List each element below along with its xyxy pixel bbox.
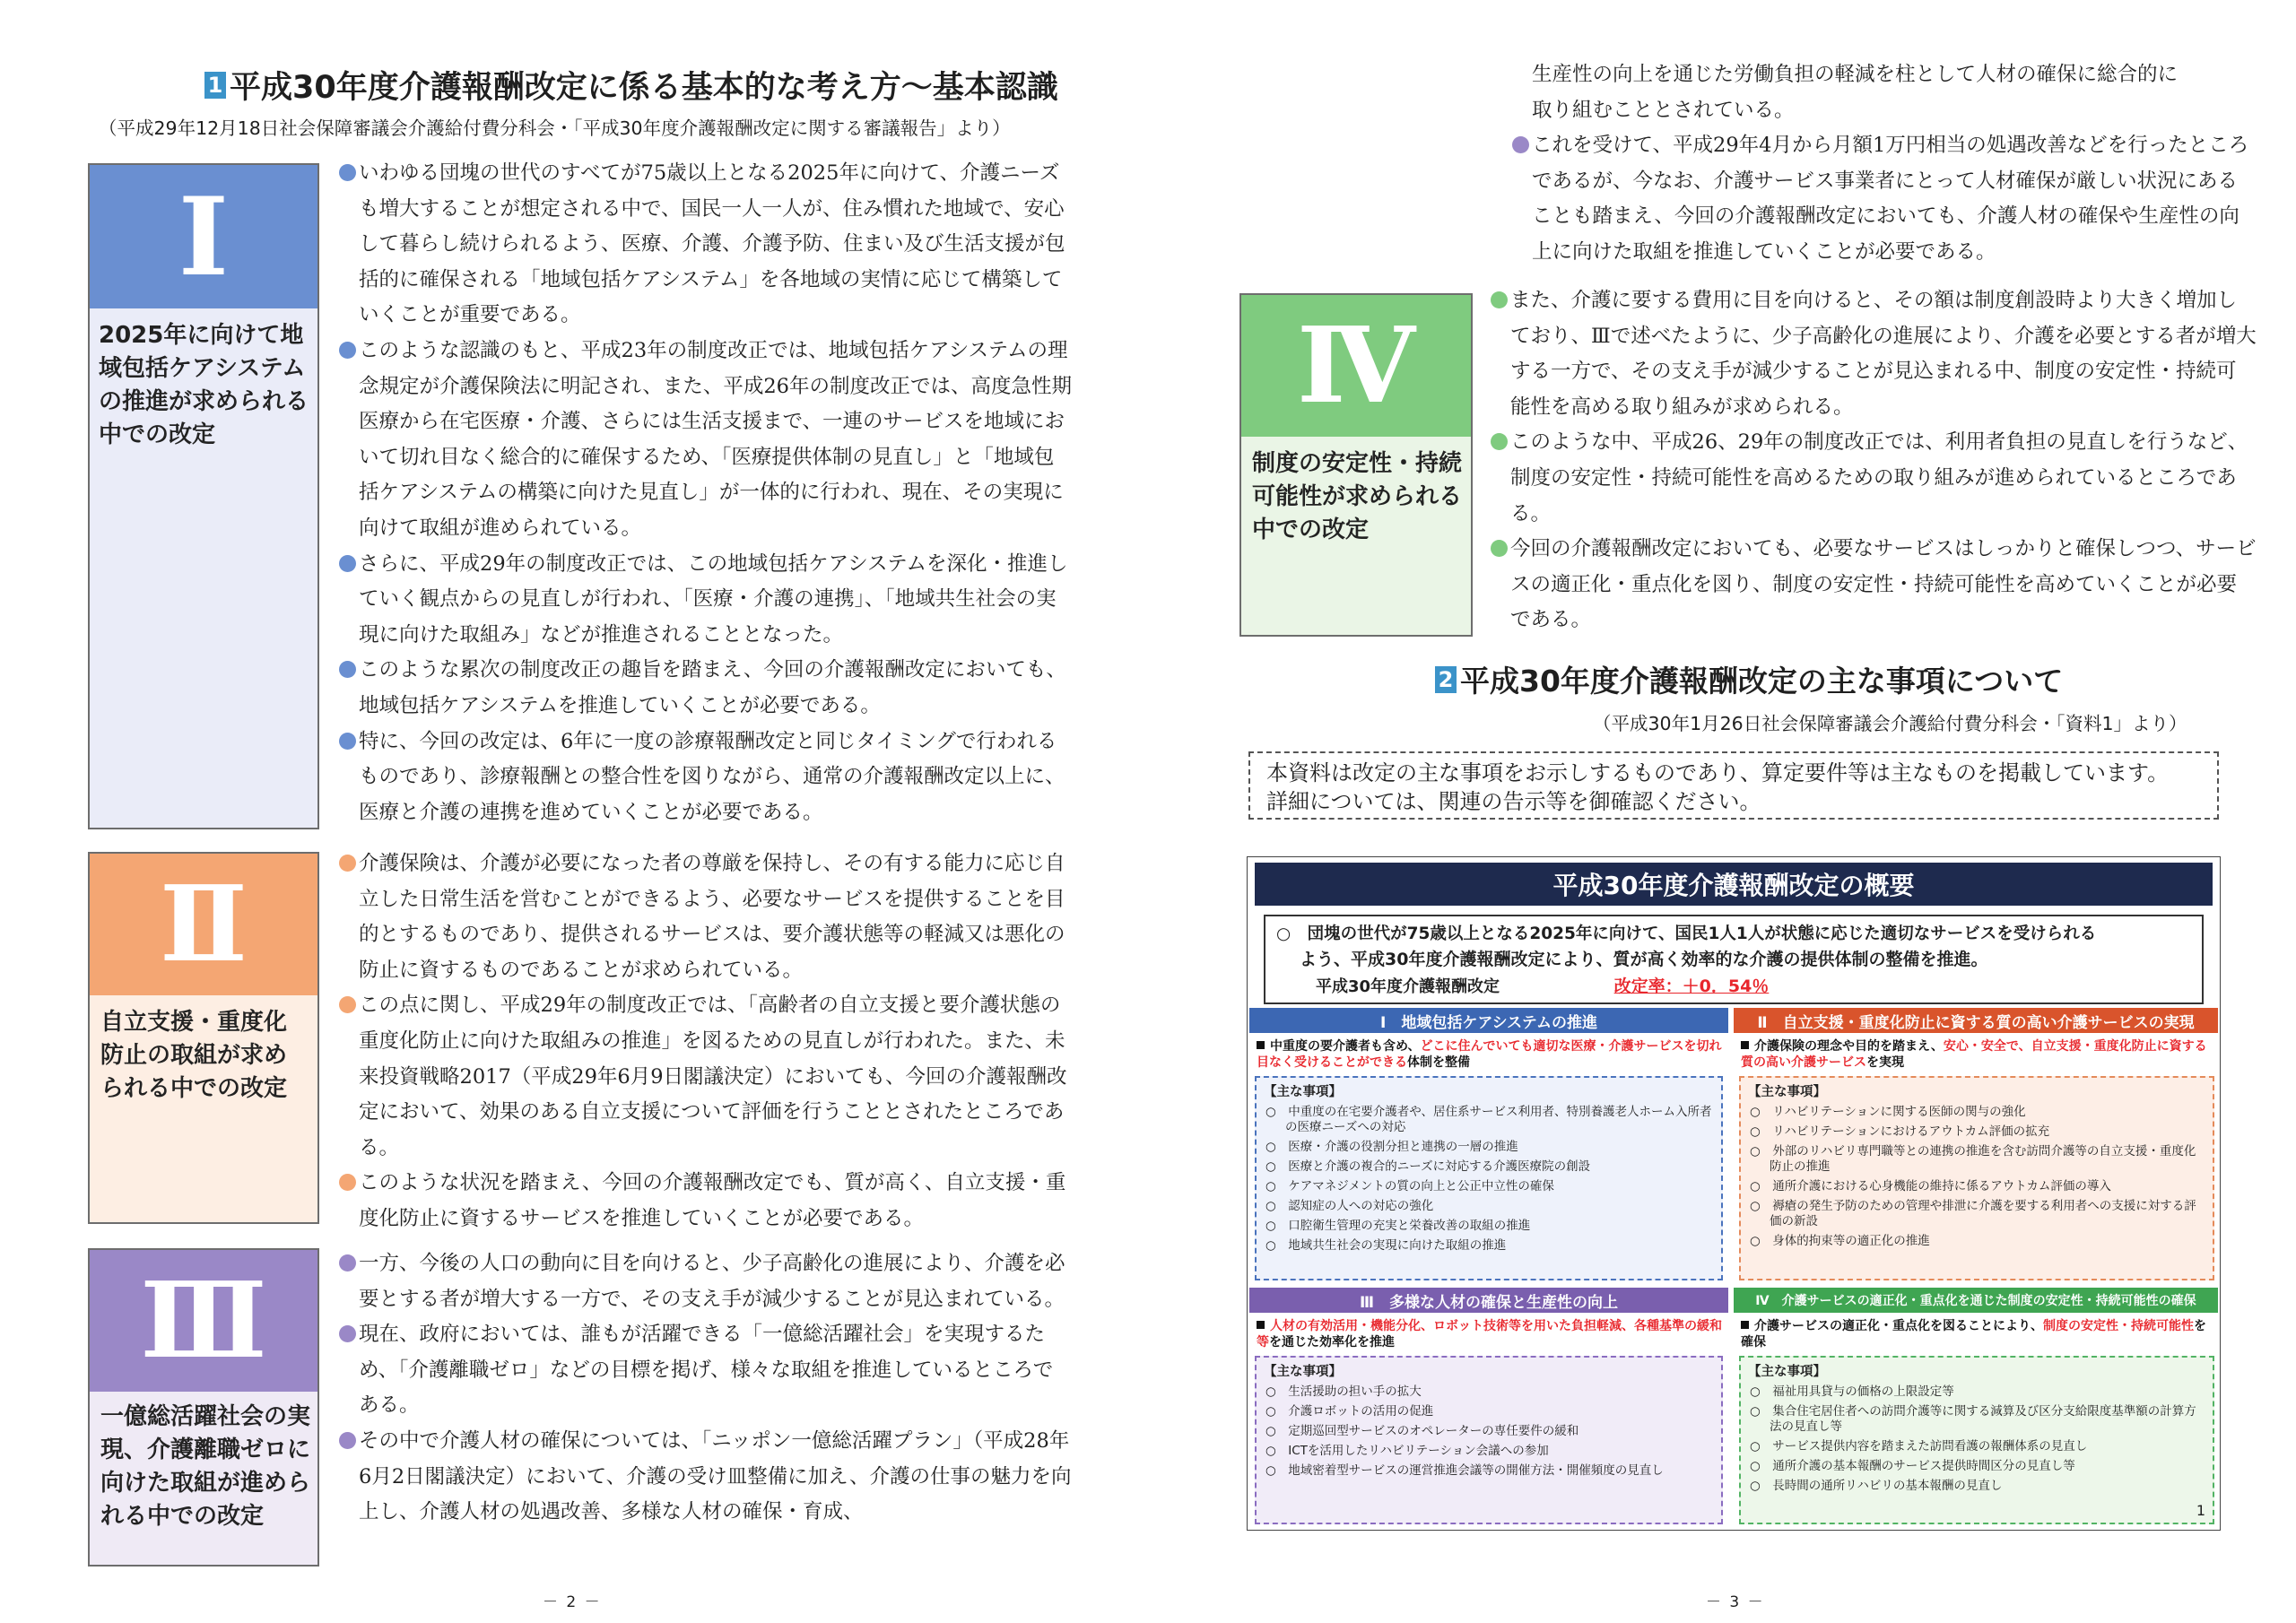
section2-badge: 2 xyxy=(1435,666,1457,693)
paragraph xyxy=(339,725,1073,831)
bullet-dot-icon xyxy=(339,1254,356,1271)
items-label: 【主な事項】 xyxy=(1748,1365,1826,1379)
quadrant-1-summary xyxy=(1257,1038,1723,1071)
paragraph-text: さらに、平成29年の制度改正では、この地域包括ケアシステムを深化・推進していく観点からの見直しが行われ、「医療・介護の連携」、「地域共生社会の実現に向けた取組み」などが推進されることとなった。 xyxy=(359,551,1068,647)
list-item: ○ ICTを活用したリハビリテーション会議への参加 xyxy=(1265,1444,1549,1458)
paragraph xyxy=(1512,128,2257,270)
square-bullet-icon xyxy=(1741,1321,1749,1329)
rate-label: 平成30年度介護報酬改定 xyxy=(1316,977,1500,996)
paragraph-text: 特に、今回の改定は、6年に一度の診療報酬改定と同じタイミングで行われるものであり、診療報酬との整合性を図りながら、通常の介護報酬改定以上に、医療と介護の連携を進めていくことが必要である。 xyxy=(359,729,1065,824)
list-item: ○ 中重度の在宅要介護者や、居住系サービス利用者、特別養護老人ホーム入所者の医療ニーズへの対応 xyxy=(1265,1105,1712,1134)
list-item: ○ 地域共生社会の実現に向けた取組の推進 xyxy=(1265,1238,1507,1253)
bullet-dot-icon xyxy=(339,342,356,359)
caption-4: 制度の安定性・持続可能性が求められる中での改定 xyxy=(1252,450,1463,543)
text-block-2 xyxy=(339,846,1073,1237)
paragraph-text: このような中、平成26、29年の制度改正では、利用者負担の見直しを行うなど、制度の安定性・持続可能性を高めるための取り組みが進められているところである。 xyxy=(1510,430,2248,525)
quadrant-3-header: Ⅲ 多様な人材の確保と生産性の向上 xyxy=(1249,1288,1728,1313)
paragraph xyxy=(339,1317,1073,1424)
bullet-dot-icon xyxy=(339,661,356,678)
section2-title-text: 平成30年度介護報酬改定の主な事項について xyxy=(1460,664,2064,699)
list-item: ○ 集合住宅居住者への訪問介護等に関する減算及び区分支給限度基準額の計算方法の見直し等 xyxy=(1750,1404,2196,1434)
list-item: ○ 認知症の人への対応の強化 xyxy=(1265,1199,1434,1213)
rate-value: 改定率：＋0．54％ xyxy=(1613,976,1770,996)
caption-1: 2025年に向けて地域包括ケアシステムの推進が求められる中での改定 xyxy=(99,322,309,448)
bullet-dot-icon xyxy=(339,733,356,750)
section1-source: （平成29年12月18日社会保障審議会介護給付費分科会・「平成30年度介護報酬改定に関する審議報告」より） xyxy=(99,117,1011,139)
overview-title: 平成30年度介護報酬改定の概要 xyxy=(1255,863,2213,906)
continued-line: 生産性の向上を通じた労働負担の軽減を柱として人材の確保に総合的に xyxy=(1532,63,2179,86)
summary-text: を確保 xyxy=(1741,1319,2206,1350)
summary-highlight: 制度の安定性・持続可能性 xyxy=(2043,1319,2194,1333)
list-item: ○ 長時間の通所リハビリの基本報酬の見直し xyxy=(1750,1479,2003,1493)
summary-highlight: 人材の有効活用・機能分化、ロボット技術等を用いた負担軽減、各種基準の緩和等 xyxy=(1257,1319,1722,1350)
numeral-4: Ⅳ xyxy=(1241,295,1471,437)
paragraph-text: その中で介護人材の確保については、「ニッポン一億総活躍プラン」（平成28年6月2日閣議決定）において、介護の受け皿整備に加え、介護の仕事の魅力を向上し、介護人材の処遇改善、多様な人材の確保・育成、 xyxy=(359,1428,1072,1524)
intro-line: ○ 団塊の世代が75歳以上となる2025年に向けて、国民1人1人が状態に応じた適切なサービスを受けられる xyxy=(1276,924,2097,943)
paragraph-text: また、介護に要する費用に目を向けると、その額は制度創設時より大きく増加しており、Ⅲで述べたように、少子高齢化の進展により、介護を必要とする者が増大する一方で、その支え手が減少することが見込まれる中、制度の安定性・持続可能性を高める取り組みが求められる。 xyxy=(1510,289,2257,419)
rate-row xyxy=(1276,974,2191,1000)
quadrant-3-summary xyxy=(1257,1318,1723,1350)
summary-text: 介護サービスの適正化・重点化を図ることにより、 xyxy=(1754,1319,2043,1333)
summary-text: を実現 xyxy=(1866,1055,1904,1070)
notice-line: 詳細については、関連の告示等を御確認ください。 xyxy=(1266,789,1761,814)
overview-intro xyxy=(1264,915,2204,1004)
bullet-dot-icon xyxy=(1512,136,1529,153)
list-item: ○ 通所介護の基本報酬のサービス提供時間区分の見直し等 xyxy=(1750,1459,2075,1473)
bullet-dot-icon xyxy=(1491,433,1508,450)
paragraph xyxy=(339,988,1073,1166)
quadrant-3-items xyxy=(1255,1356,1723,1524)
list-item: ○ 褥瘡の発生予防のための管理や排泄に介護を要する利用者への支援に対する評価の新設 xyxy=(1750,1199,2196,1228)
numeral-2: Ⅱ xyxy=(90,854,317,995)
list-item: ○ 医療・介護の役割分担と連携の一層の推進 xyxy=(1265,1140,1518,1154)
paragraph xyxy=(339,1246,1073,1317)
items-label: 【主な事項】 xyxy=(1264,1365,1342,1379)
paragraph-text: このような累次の制度改正の趣旨を踏まえ、今回の介護報酬改定においても、地域包括ケアシステムを推進していくことが必要である。 xyxy=(359,658,1066,717)
paragraph-continued xyxy=(1512,57,2257,128)
summary-highlight: どこに住んでいても適切な医療・介護サービスを切れ目なく受けることができる xyxy=(1257,1039,1722,1070)
notice-box xyxy=(1248,751,2219,820)
quadrant-2-items xyxy=(1739,1076,2214,1280)
list-item: ○ ケアマネジメントの質の向上と公正中立性の確保 xyxy=(1265,1179,1554,1193)
bullet-dot-icon xyxy=(339,1432,356,1449)
paragraph-text: この点に関し、平成29年の制度改正では、「高齢者の自立支援と要介護状態の重度化防止に向けた取組みの推進」を図るための見直しが行われた。また、未来投資戦略2017（平成29年6月9日閣議決定）においても、今回の介護報酬改定において、効果のある自立支援について評価を行うこととされたところである。 xyxy=(359,994,1067,1159)
summary-text: 介護保険の理念や目的を踏まえ、 xyxy=(1754,1039,1944,1054)
paragraph xyxy=(339,156,1073,334)
list-item: ○ 通所介護における心身機能の維持に係るアウトカム評価の導入 xyxy=(1750,1179,2111,1193)
continued-line: 取り組むこととされている。 xyxy=(1532,98,1795,122)
paragraph-text: 現在、政府においては、誰もが活躍できる「一億総活躍社会」を実現するため、「介護離職ゼロ」などの目標を掲げ、様々な取組を推進しているところである。 xyxy=(359,1323,1054,1418)
heading-box-1 xyxy=(88,163,319,829)
list-item: ○ 口腔衛生管理の充実と栄養改善の取組の推進 xyxy=(1265,1219,1531,1233)
paragraph-text: 一方、今後の人口の動向に目を向けると、少子高齢化の進展により、介護を必要とする者が増大する一方で、その支え手が減少することが見込まれている。 xyxy=(359,1252,1065,1311)
list-item: ○ 福祉用具貸与の価格の上限設定等 xyxy=(1750,1384,1954,1399)
list-item: ○ 生活援助の担い手の拡大 xyxy=(1265,1384,1422,1399)
paragraph-text: これを受けて、平成29年4月から月額1万円相当の処遇改善などを行ったところであるが、今なお、介護サービス事業者にとって人材確保が厳しい状況にあることも踏まえ、今回の介護報酬改定においても、介護人材の確保や生産性の向上に向けた取組を推進していくことが必要である。 xyxy=(1532,134,2249,264)
summary-text: 体制を整備 xyxy=(1407,1055,1470,1070)
page-number-right: － 3 － xyxy=(1706,1593,1765,1611)
paragraph xyxy=(339,547,1073,654)
bullet-dot-icon xyxy=(1491,540,1508,557)
paragraph xyxy=(339,334,1073,547)
list-item: ○ 介護ロボットの活用の促進 xyxy=(1265,1404,1434,1419)
paragraph-text: このような状況を踏まえ、今回の介護報酬改定でも、質が高く、自立支援・重度化防止に資するサービスを推進していくことが必要である。 xyxy=(359,1171,1066,1230)
bullet-dot-icon xyxy=(339,1174,356,1191)
quadrant-2-summary xyxy=(1741,1038,2214,1071)
text-block-3-continued xyxy=(1512,57,2257,271)
items-label: 【主な事項】 xyxy=(1748,1085,1826,1099)
summary-text: 中重度の要介護者も含め、 xyxy=(1270,1039,1421,1054)
section1-title-text: 平成30年度介護報酬改定に係る基本的な考え方～基本認識 xyxy=(230,70,1058,106)
quadrant-4-header: Ⅳ 介護サービスの適正化・重点化を通じた制度の安定性・持続可能性の確保 xyxy=(1734,1288,2218,1313)
overview-slide xyxy=(1247,856,2221,1531)
section2-source: （平成30年1月26日社会保障審議会介護給付費分科会・「資料1」より） xyxy=(1593,713,2187,734)
list-item: ○ サービス提供内容を踏まえた訪問看護の報酬体系の見直し xyxy=(1750,1439,2088,1454)
intro-line: よう、平成30年度介護報酬改定により、質が高く効率的な介護の提供体制の整備を推進。 xyxy=(1300,950,1988,969)
square-bullet-icon xyxy=(1257,1041,1265,1049)
list-item: ○ 医療と介護の複合的ニーズに対応する介護医療院の創設 xyxy=(1265,1159,1591,1174)
paragraph xyxy=(339,653,1073,724)
paragraph-text: 介護保険は、介護が必要になった者の尊厳を保持し、その有する能力に応じ自立した日常生活を営むことができるよう、必要なサービスを提供することを目的とするものであり、提供されるサービスは、要介護状態等の軽減又は悪化の防止に資するものであることが求められている。 xyxy=(359,852,1065,982)
notice-line: 本資料は改定の主な事項をお示しするものであり、算定要件等は主なものを掲載しています。 xyxy=(1266,760,2170,785)
quadrant-1-items xyxy=(1255,1076,1723,1280)
numeral-1: Ⅰ xyxy=(90,165,317,308)
quadrant-4-summary xyxy=(1741,1318,2214,1350)
square-bullet-icon xyxy=(1257,1321,1265,1329)
items-label: 【主な事項】 xyxy=(1264,1085,1342,1099)
bullet-dot-icon xyxy=(339,996,356,1013)
list-item: ○ リハビリテーションにおけるアウトカム評価の拡充 xyxy=(1750,1124,2050,1139)
square-bullet-icon xyxy=(1741,1041,1749,1049)
paragraph-text: 今回の介護報酬改定においても、必要なサービスはしっかりと確保しつつ、サービスの適正化・重点化を図り、制度の安定性・持続可能性を高めていくことが必要である。 xyxy=(1510,537,2257,632)
list-item: ○ リハビリテーションに関する医師の関与の強化 xyxy=(1750,1105,2026,1119)
text-block-3 xyxy=(339,1246,1073,1531)
caption-2: 自立支援・重度化防止の取組が求められる中での改定 xyxy=(100,1009,288,1102)
section2-title xyxy=(1435,658,2063,700)
paragraph xyxy=(339,1166,1073,1237)
paragraph xyxy=(339,846,1073,988)
heading-box-3 xyxy=(88,1248,319,1567)
quadrant-2-header: Ⅱ 自立支援・重度化防止に資する質の高い介護サービスの実現 xyxy=(1734,1008,2218,1033)
paragraph xyxy=(1491,283,2257,425)
page-number-left: － 2 － xyxy=(543,1593,602,1611)
summary-highlight: 安心・安全で、自立支援・重度化防止に資する質の高い介護サービス xyxy=(1741,1039,2207,1070)
bullet-dot-icon xyxy=(339,1325,356,1342)
bullet-dot-icon xyxy=(339,555,356,572)
numeral-3: Ⅲ xyxy=(90,1250,317,1392)
slide-number: 1 xyxy=(2196,1502,2205,1519)
section1-title xyxy=(204,63,1058,108)
paragraph-text: このような認識のもと、平成23年の制度改正では、地域包括ケアシステムの理念規定が介護保険法に明記され、また、平成26年の制度改正では、高度急性期医療から在宅医療・介護、さらには生活支援まで、一連のサービスを地域において切れ目なく総合的に確保するため、「医療提供体制の見直し」と「地域包括ケアシステムの構築に向けた見直し」が一体的に行われ、現在、その実現に向けて取組が進められている。 xyxy=(359,338,1072,540)
paragraph xyxy=(1491,425,2257,532)
paragraph xyxy=(1491,532,2257,638)
text-block-4 xyxy=(1491,283,2257,638)
caption-3: 一億総活躍社会の実現、介護離職ゼロに向けた取組が進められる中での改定 xyxy=(100,1403,311,1530)
quadrant-4-items xyxy=(1739,1356,2214,1524)
paragraph xyxy=(339,1424,1073,1531)
heading-box-4 xyxy=(1239,293,1473,637)
list-item: ○ 地域密着型サービスの運営推進会議等の開催方法・開催頻度の見直し xyxy=(1265,1463,1664,1478)
list-item: ○ 身体的拘束等の適正化の推進 xyxy=(1750,1234,1930,1248)
summary-text: を通じた効率化を推進 xyxy=(1269,1335,1395,1350)
bullet-dot-icon xyxy=(339,164,356,181)
bullet-dot-icon xyxy=(339,855,356,872)
bullet-dot-icon xyxy=(1491,291,1508,308)
list-item: ○ 外部のリハビリ専門職等との連携の推進を含む訪問介護等の自立支援・重度化防止の推進 xyxy=(1750,1144,2196,1174)
paragraph-text: いわゆる団塊の世代のすべてが75歳以上となる2025年に向けて、介護ニーズも増大することが想定される中で、国民一人一人が、住み慣れた地域で、安心して暮らし続けられるよう、医療、介護、介護予防、住まい及び生活支援が包括的に確保される「地域包括ケアシステム」を各地域の実情に応じて構築していくことが重要である。 xyxy=(359,161,1065,327)
quadrant-1-header: Ⅰ 地域包括ケアシステムの推進 xyxy=(1249,1008,1728,1033)
text-block-1 xyxy=(339,156,1073,830)
section1-badge: 1 xyxy=(204,72,226,99)
heading-box-2 xyxy=(88,852,319,1224)
list-item: ○ 定期巡回型サービスのオペレーターの専任要件の緩和 xyxy=(1265,1424,1579,1438)
